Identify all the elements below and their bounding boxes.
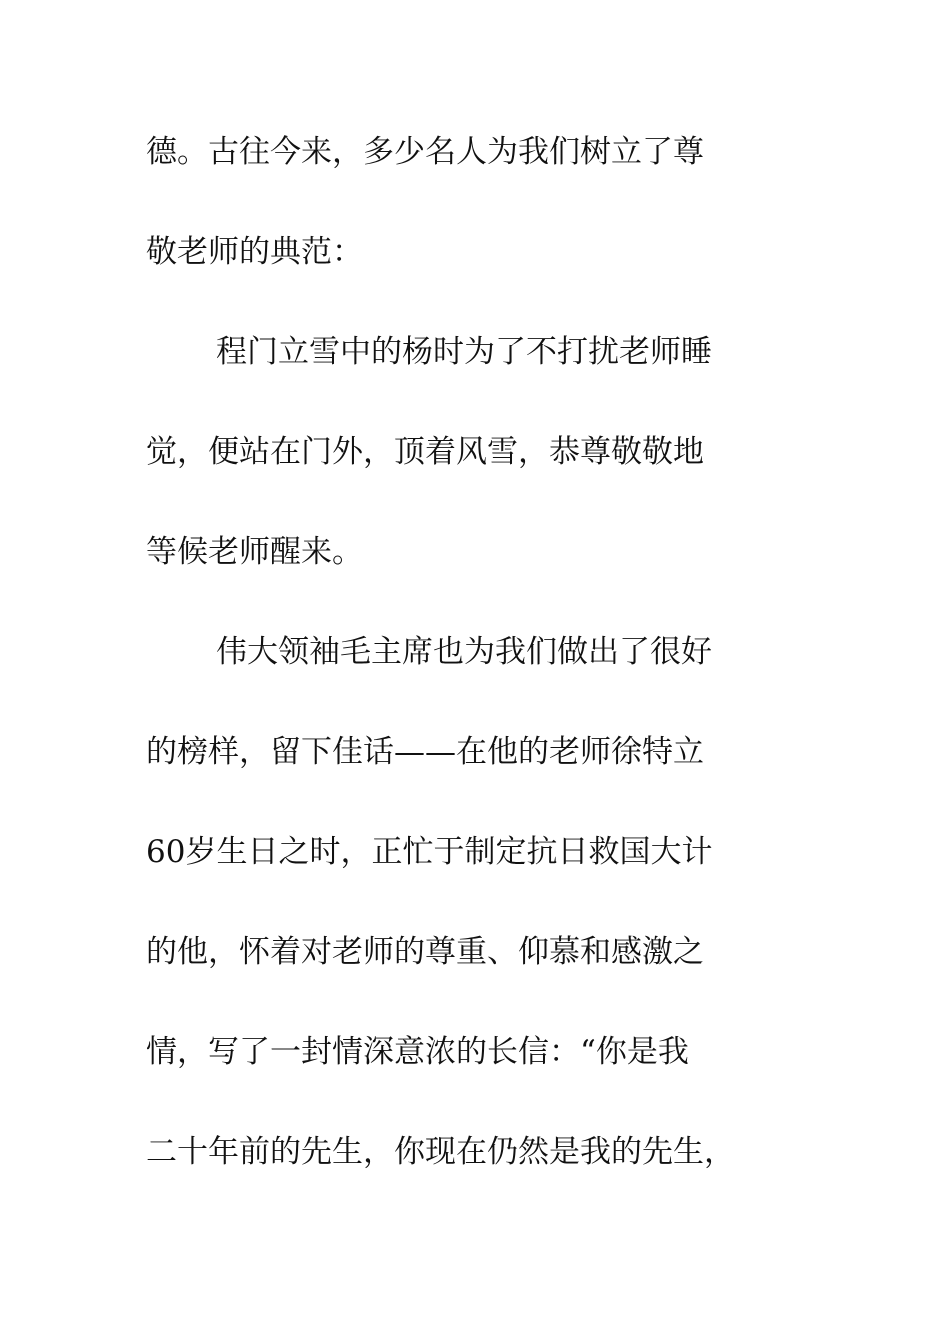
paragraph-start-line: 程门立雪中的杨时为了不打扰老师睡 <box>216 334 712 370</box>
text-line: 二十年前的先生，你现在仍然是我的先生， <box>146 1134 735 1170</box>
text-line: 情，写了一封情深意浓的长信：“你是我 <box>146 1034 689 1070</box>
paragraph-start-line: 伟大领袖毛主席也为我们做出了很好 <box>216 634 712 670</box>
text-line: 敬老师的典范： <box>146 234 363 270</box>
text-line: 德。古往今来，多少名人为我们树立了尊 <box>146 134 704 170</box>
text-line: 的榜样，留下佳话——在他的老师徐特立 <box>146 734 704 770</box>
text-line: 等候老师醒来。 <box>146 534 363 570</box>
text-line: 的他，怀着对老师的尊重、仰慕和感激之 <box>146 934 704 970</box>
text-line: 觉，便站在门外，顶着风雪，恭尊敬敬地 <box>146 434 704 470</box>
text-line: 60岁生日之时，正忙于制定抗日救国大计 <box>146 834 713 870</box>
